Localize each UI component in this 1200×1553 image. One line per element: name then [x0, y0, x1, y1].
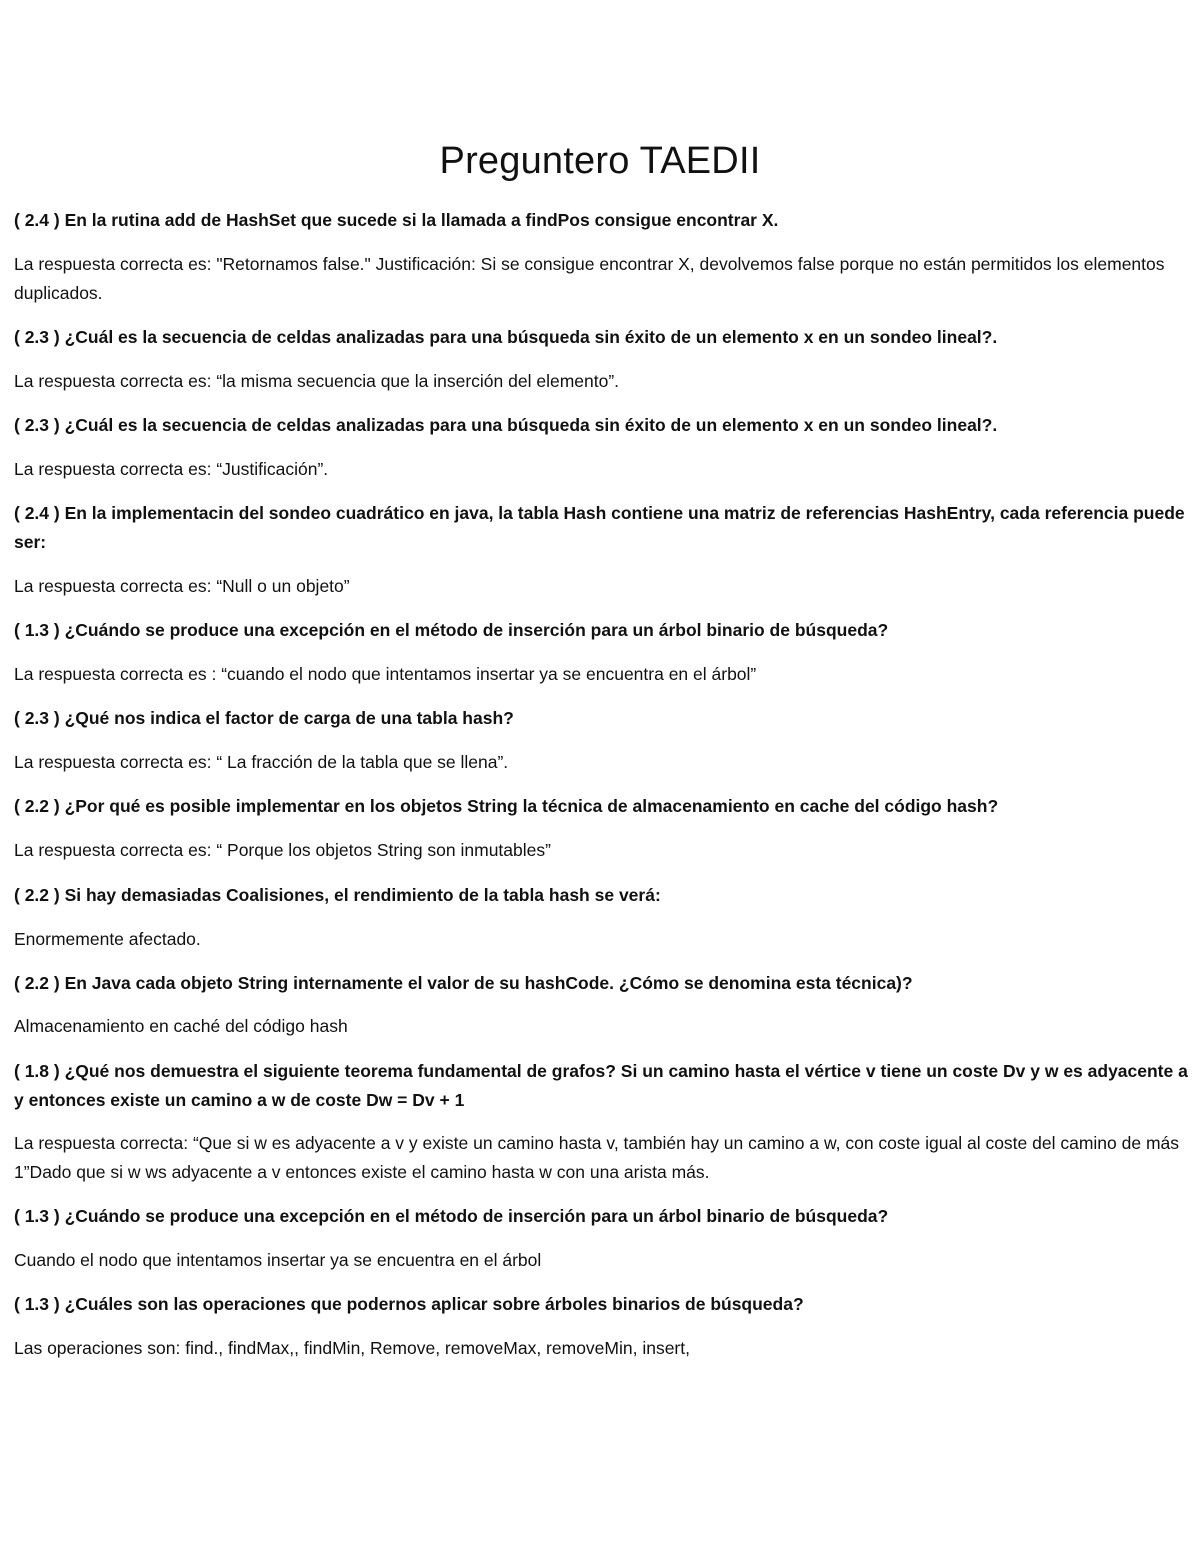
question-12: ( 1.3 ) ¿Cuáles son las operaciones que podernos aplicar sobre árboles binarios de búsqueda?: [14, 1294, 804, 1314]
answer-3: La respuesta correcta es: “Justificación”.: [14, 459, 329, 479]
answer-12: Las operaciones son: find., findMax,, findMin, Remove, removeMax, removeMin, insert,: [14, 1338, 690, 1358]
question-2: ( 2.3 ) ¿Cuál es la secuencia de celdas analizadas para una búsqueda sin éxito de un elemento x en un sondeo lineal?.: [14, 327, 998, 347]
answer-2: La respuesta correcta es: “la misma secuencia que la inserción del elemento”.: [14, 371, 620, 391]
question-4: ( 2.4 ) En la implementacin del sondeo cuadrático en java, la tabla Hash contiene una matriz de referencias HashEntry, cada referencia puede ser:: [14, 503, 1185, 552]
answer-11: Cuando el nodo que intentamos insertar ya se encuentra en el árbol: [14, 1250, 542, 1270]
answer-4: La respuesta correcta es: “Null o un objeto”: [14, 576, 350, 596]
answer-10: La respuesta correcta: “Que si w es adyacente a v y existe un camino hasta v, también hay un camino a w, con coste igual al coste del camino de más 1”Dado que si w ws adyacente a v entonces existe el camino hasta w con una arista más.: [14, 1133, 1180, 1182]
answer-1: La respuesta correcta es: "Retornamos false." Justificación: Si se consigue encontrar X, devolvemos false porque no están permitidos los elementos duplicados.: [14, 254, 1165, 303]
answer-7: La respuesta correcta es: “ Porque los objetos String son inmutables”: [14, 840, 551, 860]
question-8: ( 2.2 ) Si hay demasiadas Coalisiones, el rendimiento de la tabla hash se verá:: [14, 885, 661, 905]
question-11: ( 1.3 ) ¿Cuándo se produce una excepción en el método de inserción para un árbol binario de búsqueda?: [14, 1206, 889, 1226]
question-6: ( 2.3 ) ¿Qué nos indica el factor de carga de una tabla hash?: [14, 708, 514, 728]
question-7: ( 2.2 ) ¿Por qué es posible implementar en los objetos String la técnica de almacenamiento en cache del código hash?: [14, 796, 999, 816]
answer-9: Almacenamiento en caché del código hash: [14, 1016, 348, 1036]
page-title: Preguntero TAEDII: [439, 140, 761, 182]
answer-6: La respuesta correcta es: “ La fracción de la tabla que se llena”.: [14, 752, 509, 772]
question-1: ( 2.4 ) En la rutina add de HashSet que sucede si la llamada a findPos consigue encontrar X.: [14, 210, 779, 230]
question-3: ( 2.3 ) ¿Cuál es la secuencia de celdas analizadas para una búsqueda sin éxito de un elemento x en un sondeo lineal?.: [14, 415, 998, 435]
question-5: ( 1.3 ) ¿Cuándo se produce una excepción en el método de inserción para un árbol binario de búsqueda?: [14, 620, 889, 640]
question-9: ( 2.2 ) En Java cada objeto String internamente el valor de su hashCode. ¿Cómo se denomina esta técnica)?: [14, 973, 913, 993]
question-10: ( 1.8 ) ¿Qué nos demuestra el siguiente teorema fundamental de grafos? Si un camino hasta el vértice v tiene un coste Dv y w es adyacente a y entonces existe un camino a w de coste Dw = Dv + 1: [14, 1061, 1188, 1110]
answer-8: Enormemente afectado.: [14, 929, 201, 949]
answer-5: La respuesta correcta es : “cuando el nodo que intentamos insertar ya se encuentra en el árbol”: [14, 664, 757, 684]
